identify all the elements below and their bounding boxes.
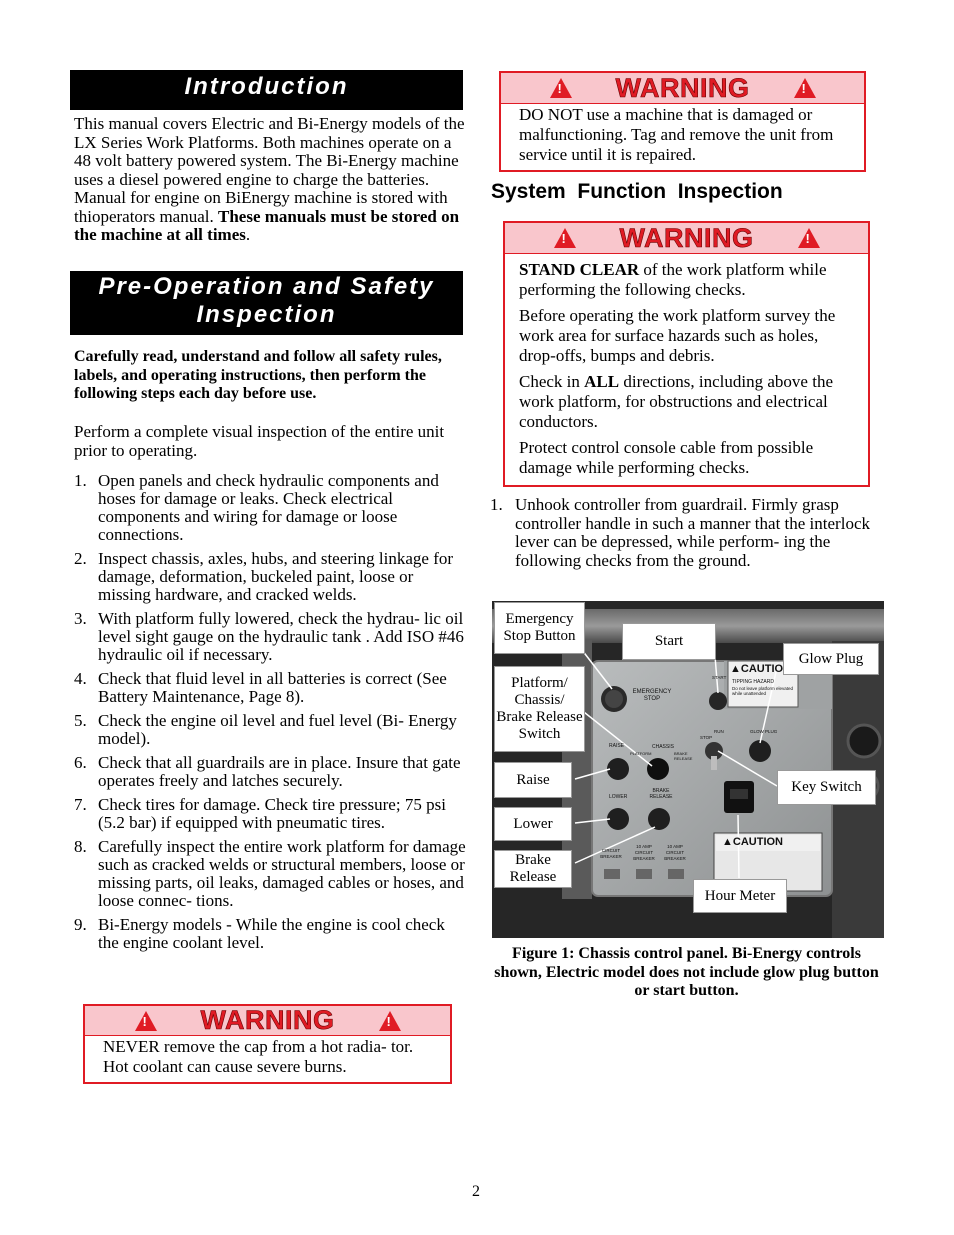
panel-tipping-text: Do not leave platform elevated while unattended — [732, 686, 794, 696]
step-number: 1. — [74, 471, 87, 490]
preop-banner — [70, 271, 463, 335]
warning-triangle-icon: ! — [554, 228, 576, 248]
emphasis: ALL — [584, 372, 620, 391]
warning-header — [501, 73, 864, 104]
warning-label: WARNING — [200, 1005, 335, 1035]
step-text: Check the engine oil level and fuel level (Bi- Energy model). — [98, 711, 457, 748]
system-step-1 — [490, 496, 872, 570]
step-text: Carefully inspect the entire work platform for damage such as cracked welds or structural members, loose or missing parts, oil leaks, damaged cables or hoses, and loose connec- tions. — [98, 837, 466, 910]
warning-box-coolant — [83, 1004, 452, 1084]
step-number: 3. — [74, 609, 87, 628]
system-step-text: Unhook controller from guardrail. Firmly grasp controller handle in such a manner that the interlock lever can be depressed, while perform- ing the following checks from the ground. — [515, 495, 870, 570]
paragraph-text: directions, including above the work platform, for obstructions and electrical conductors. — [519, 372, 833, 431]
step-text: With platform fully lowered, check the hydrau- lic oil level sight gauge on the hydraulic tank . Add ISO #46 hydraulic oil if necessary. — [98, 609, 464, 664]
panel-label-circuit-breaker-1: CIRCUIT BREAKER — [600, 848, 622, 859]
panel-label-stop: STOP — [700, 735, 713, 740]
warning-box-stand-clear — [503, 221, 870, 487]
preop-step — [74, 610, 466, 664]
preop-step — [74, 796, 466, 832]
warning-header — [505, 223, 868, 254]
callout-brake-release: Brake Release — [494, 850, 572, 888]
panel-label-run: RUN — [714, 729, 724, 734]
preop-title-line2: Inspection — [196, 301, 337, 328]
step-number: 5. — [74, 711, 87, 730]
callout-glow-plug: Glow Plug — [783, 643, 879, 675]
warning-coolant-text: NEVER remove the cap from a hot radia- tor. Hot coolant can cause severe burns. — [103, 1037, 414, 1076]
panel-label-lower: LOWER — [609, 794, 628, 800]
step-number: 7. — [74, 795, 87, 814]
warning-triangle-icon: ! — [135, 1011, 157, 1031]
stand-clear-paragraph — [519, 438, 856, 478]
panel-label-start: START — [712, 675, 727, 680]
panel-label-glow-plug: GLOW PLUG — [750, 729, 778, 734]
panel-label-raise: RAISE — [609, 743, 625, 749]
intro-bold-note: These manuals must be stored on the machine at all times — [74, 206, 460, 244]
step-number: 9. — [74, 915, 87, 934]
panel-label-brake-release-side: BRAKE RELEASE — [674, 751, 693, 761]
warning-label: WARNING — [619, 222, 754, 253]
visual-inspection-text: Perform a complete visual inspection of the entire unit prior to operating. — [74, 422, 445, 460]
panel-tipping-hazard: TIPPING HAZARD — [732, 679, 774, 685]
paragraph-text: Protect control console cable from possible damage while performing checks. — [519, 438, 814, 477]
callout-platform-switch: Platform/ Chassis/ Brake Release Switch — [494, 666, 585, 752]
system-step-number: 1. — [490, 495, 503, 514]
step-text: Inspect chassis, axles, hubs, and steering linkage for damage, deformation, buckeled paint, loose or missing hardware, and cracked welds. — [98, 549, 454, 604]
warning-triangle-icon: ! — [794, 78, 816, 98]
warning-triangle-icon: ! — [798, 228, 820, 248]
step-text: Open panels and check hydraulic components and hoses for damage or leaks. Check electrical components and wiring for damage or loose connections. — [98, 471, 439, 544]
preop-title-line1: Pre-Operation and Safety — [98, 273, 435, 300]
paragraph-text: Before operating the work platform survey the work area for surface hazards such as holes, drop-offs, bumps and debris. — [519, 306, 836, 365]
panel-label-emergency-stop: EMERGENCY STOP — [632, 689, 672, 702]
panel-label-brake-release: BRAKE RELEASE — [649, 788, 673, 800]
callout-emergency-stop: Emergency Stop Button — [494, 602, 585, 654]
figure-caption: Figure 1: Chassis control panel. Bi-Energy controls shown, Electric model does not include glow plug button or start button. — [494, 945, 879, 999]
step-text: Bi-Energy models - While the engine is cool check the engine coolant level. — [98, 915, 445, 952]
step-number: 8. — [74, 837, 87, 856]
preop-step — [74, 472, 466, 544]
step-text: Check tires for damage. Check tire pressure; 75 psi (5.2 bar) if equipped with pneumatic tires. — [98, 795, 446, 832]
introduction-title: Introduction — [184, 73, 349, 100]
callout-hour-meter: Hour Meter — [693, 879, 787, 913]
panel-label-circuit-breaker-2: 10 AMP CIRCUIT BREAKER — [633, 844, 655, 861]
paragraph-text: of the work platform while performing the following checks. — [519, 260, 827, 299]
stand-clear-paragraph — [519, 306, 856, 366]
step-number: 4. — [74, 669, 87, 688]
warning-box-damaged — [499, 71, 866, 172]
preop-step — [74, 916, 466, 952]
preop-steps-list — [74, 472, 466, 958]
page-number: 2 — [472, 1183, 480, 1200]
callout-key-switch: Key Switch — [777, 770, 876, 805]
stand-clear-paragraph — [519, 260, 856, 300]
system-function-heading: System Function Inspection — [491, 180, 783, 203]
preop-step — [74, 670, 466, 706]
step-text: Check that fluid level in all batteries is correct (See Battery Maintenance, Page 8). — [98, 669, 447, 706]
callout-lower: Lower — [494, 807, 572, 841]
step-number: 6. — [74, 753, 87, 772]
preop-step — [74, 754, 466, 790]
preop-bold-instructions: Carefully read, understand and follow all safety rules, labels, and operating instructions, then perform the following steps each day before use. — [74, 348, 442, 402]
stand-clear-paragraph — [519, 372, 856, 432]
caution-triangle-icon: ▲ — [722, 836, 733, 848]
intro-paragraph: This manual covers Electric and Bi-Energy models of the LX Series Work Platforms. Both machines operate on a 48 volt battery powered system. The Bi-Energy machine uses a diesel powered engine to charge the batteries. Manual for engine on BiEnergy machine is stored with thioperators manual. These manuals must be stored on the machine at all times. — [74, 114, 465, 244]
warning-header — [85, 1006, 450, 1036]
caution-triangle-icon: ▲ — [730, 663, 741, 675]
panel-caution-bottom: ▲CAUTION — [722, 836, 783, 848]
step-number: 2. — [74, 549, 87, 568]
paragraph-text: Check in — [519, 372, 585, 391]
panel-label-chassis: CHASSIS — [652, 744, 674, 750]
warning-triangle-icon: ! — [379, 1011, 401, 1031]
emphasis: STAND CLEAR — [519, 260, 640, 279]
panel-label-platform: PLATFORM — [630, 751, 652, 756]
introduction-banner — [70, 70, 463, 110]
panel-label-circuit-breaker-3: 10 AMP CIRCUIT BREAKER — [664, 844, 686, 861]
warning-label: WARNING — [615, 72, 750, 103]
preop-step — [74, 712, 466, 748]
stand-clear-paragraphs — [505, 254, 868, 478]
preop-step — [74, 550, 466, 604]
warning-damaged-text: DO NOT use a machine that is damaged or malfunctioning. Tag and remove the unit from service until it is repaired. — [519, 105, 834, 164]
callout-raise: Raise — [494, 762, 572, 798]
preop-step — [74, 838, 466, 910]
warning-triangle-icon: ! — [550, 78, 572, 98]
callout-start: Start — [622, 623, 716, 660]
step-text: Check that all guardrails are in place. Insure that gate operates freely and latches securely. — [98, 753, 461, 790]
panel-caution-top: ▲CAUTIO — [730, 663, 784, 675]
